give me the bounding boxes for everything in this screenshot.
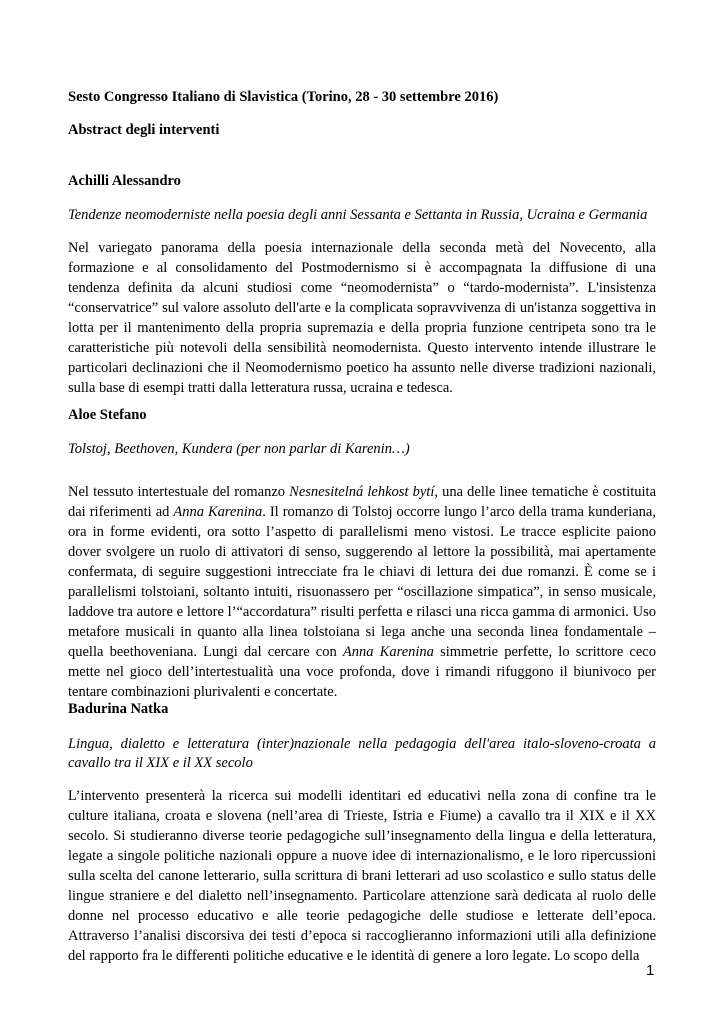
- author-name: Aloe Stefano: [68, 407, 147, 423]
- book-title: Nesnesitelná lehkost bytí: [289, 484, 435, 500]
- abstract-text: L’intervento presenterà la ricerca sui modelli identitari ed educativi nella zona di confine tra le culture italiana, croata e slovena (nell’area di Trieste, Istria e Fiume) a cavallo tra il XIX e il XX secolo. Si studieranno diverse teorie pedagogiche sull’insegnamento della lingua e della letteratura, legate a singole politiche nazionali oppure a nuove idee di internazionalismo, e le loro ripercussioni sulla scelta del canone letterario, sulla scrittura di brani letterari ad uso scolastico e sullo status delle lingue straniere e del dialetto nell’insegnamento. Particolare attenzione sarà dedicata al ruolo delle donne nel processo educativo e alle teorie pedagogiche delle studiose e letterate dell’epoca. Attraverso l’analisi discorsiva dei testi d’epoca si raccoglieranno informazioni utili alla definizione del rapporto fra le differenti politiche educative e le identità di genere a loro legate. Lo scopo della: [68, 788, 656, 964]
- text-span: , una delle linee tematiche è costituita dai riferimenti ad: [68, 484, 657, 520]
- book-title: Anna Karenina: [173, 504, 263, 520]
- author-name: Achilli Alessandro: [68, 173, 181, 189]
- abstract-title: Tolstoj, Beethoven, Kundera (per non parlar di Karenin…): [68, 441, 410, 457]
- text-span: simmetrie perfette, lo scrittore ceco mette nel gioco dell’intertestualità una voce profonda, dove i rimandi rifuggono il biunivoco per tentare combinazioni plurivalenti e concertate.: [68, 644, 656, 700]
- congress-title: Sesto Congresso Italiano di Slavistica (Torino, 28 - 30 settembre 2016): [68, 89, 499, 105]
- book-title: Anna Karenina: [342, 644, 434, 660]
- text-span: . Il romanzo di Tolstoj occorre lungo l’arco della trama kunderiana, ora in forme evidenti, ora sotto l’aspetto di parallelismi meno vistosi. Le tracce esplicite paiono dover svolgere un ruolo di attivatori di senso, suggerendo al lettore la possibilità, mai apertamente confermata, di seguire suggestioni intrecciate fra le chiavi di lettura dei due romanzi. È come se i parallelismi tolstoiani, soltanto intuiti, risuonassero per “oscillazione simpatica”, in senso musicale, laddove tra autore e lettore l’“accordatura” risulti perfetta e rilasci una ricca gamma di armonici. Uso metafore musicali in quanto alla linea tolstoiana si lega anche una seconda linea fondamentale – quella beethoveniana. Lungi dal cercare con: [68, 504, 656, 660]
- text-span: Nel tessuto intertestuale del romanzo: [68, 484, 290, 500]
- abstract-title: Tendenze neomoderniste nella poesia degli anni Sessanta e Settanta in Russia, Ucraina e Germania: [68, 207, 648, 223]
- abstract-title: Lingua, dialetto e letteratura (inter)nazionale nella pedagogia dell'area italo-sloveno-croata a cavallo tra il XIX e il XX secolo: [68, 736, 656, 771]
- abstract-text: [68, 482, 656, 702]
- author-name: Badurina Natka: [68, 701, 169, 717]
- page-number: 1: [646, 962, 655, 979]
- abstract-text: Nel variegato panorama della poesia internazionale della seconda metà del Novecento, alla formazione e al consolidamento del Postmodernismo si è accompagnata la diffusione di una tendenza definita da alcuni studiosi come “neomodernista” o “tardo-modernista”. L'insistenza “conservatrice” sul valore assoluto dell'arte e la complicata sopravvivenza di un'istanza soggettiva in lotta per il mantenimento della propria supremazia e della propria funzione centripeta sono tra le caratteristiche più notevoli della sensibilità neomodernista. Questo intervento intende illustrare le particolari declinazioni che il Neomodernismo poetico ha assunto nelle diverse tradizioni nazionali, sulla base di esempi tratti dalla letteratura russa, ucraina e tedesca.: [68, 240, 656, 396]
- section-title: Abstract degli interventi: [68, 122, 220, 138]
